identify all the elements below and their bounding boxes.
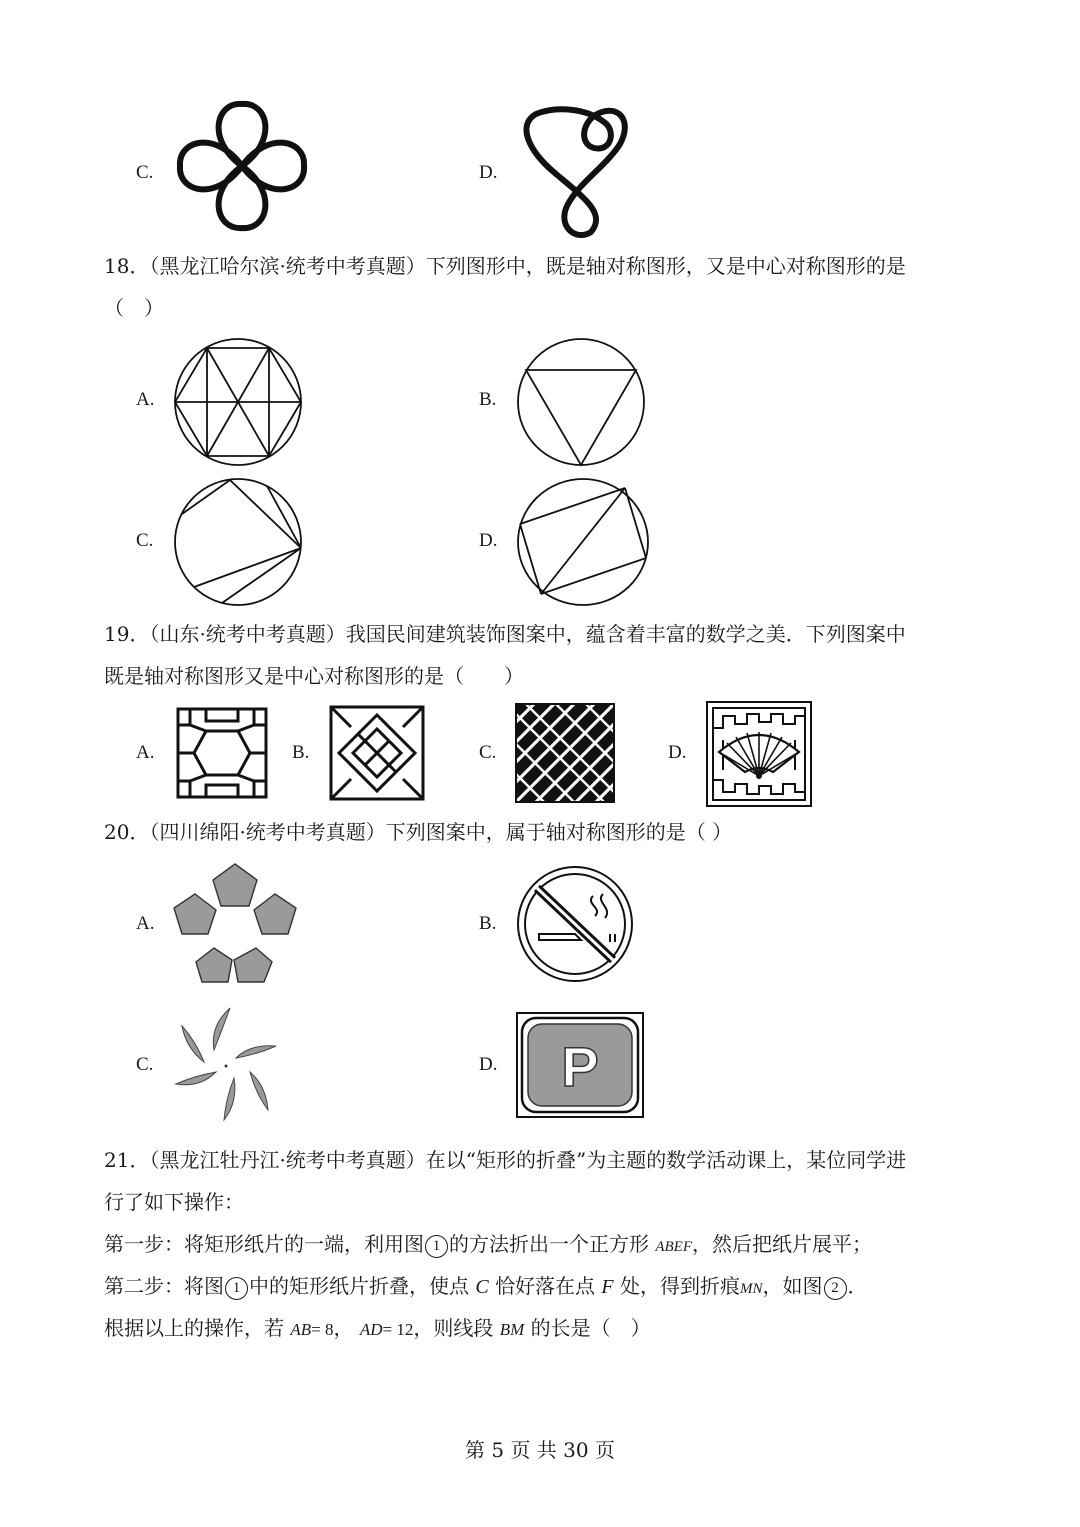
q21-step2-pre: 第二步：将图 xyxy=(104,1274,224,1298)
q21-line5-post: 的长是（ ） xyxy=(530,1316,651,1340)
q21-figure-2-marker: 2 xyxy=(824,1277,847,1300)
q20-question-text: 20．（四川绵阳·统考中考真题）下列图案中，属于轴对称图形的是（ ） xyxy=(104,820,733,844)
q21-square-abef: ABEF xyxy=(655,1239,693,1255)
q21-step1-post: ，然后把纸片展平； xyxy=(692,1232,873,1256)
q21-condition-line xyxy=(104,1314,651,1344)
q17-option-d-label: D. xyxy=(479,162,498,183)
q18-option-c-chords-circle-figure xyxy=(172,476,304,608)
q21-line5-mid: ，则线段 xyxy=(413,1316,494,1340)
q21-question-line2: 行了如下操作： xyxy=(104,1190,244,1214)
q21-ad-value: = 12 xyxy=(382,1320,414,1339)
q18-option-a-label: A. xyxy=(136,389,155,410)
q18-question-text: 18．（黑龙江哈尔滨·统考中考真题）下列图形中，既是轴对称图形，又是中心对称图形的是 xyxy=(104,254,906,278)
q21-line5-pre: 根据以上的操作，若 xyxy=(104,1316,284,1340)
q21-crease-mn: MN xyxy=(740,1281,763,1297)
q21-step1 xyxy=(104,1230,872,1261)
q20-option-d-parking-sign-figure xyxy=(516,1012,644,1118)
q19-option-a-hexagon-lattice-figure xyxy=(176,707,268,799)
q19-option-c-label: C. xyxy=(479,742,497,763)
q17-option-d-heart-loop-figure xyxy=(516,104,632,240)
q19-option-d-fan-lattice-figure xyxy=(705,700,813,808)
q17-option-c-label: C. xyxy=(136,162,154,183)
q18-option-a-hexagon-circle-figure xyxy=(172,336,304,468)
q21-figure-1-marker-step2: 1 xyxy=(225,1277,248,1300)
q19-question-line1: 19．（山东·统考中考真题）我国民间建筑装饰图案中，蕴含着丰富的数学之美．下列图案中 xyxy=(104,622,906,646)
q19-option-a-label: A. xyxy=(136,742,155,763)
q18-option-b-triangle-circle-figure xyxy=(515,336,647,468)
q20-option-c-label: C. xyxy=(136,1054,154,1075)
page-footer-number: 第 5 页 共 30 页 xyxy=(465,1438,615,1462)
q20-option-d-label: D. xyxy=(479,1054,498,1075)
q19-question-line2: 既是轴对称图形又是中心对称图形的是（ ） xyxy=(104,664,524,688)
q18-option-b-label: B. xyxy=(479,389,497,410)
q21-question-line1: 21．（黑龙江牡丹江·统考中考真题）在以“矩形的折叠”为主题的数学活动课上，某位同学进 xyxy=(104,1148,907,1172)
q21-step2-post: ． xyxy=(847,1274,868,1298)
q20-option-a-label: A. xyxy=(136,913,155,934)
q21-step1-pre: 第一步：将矩形纸片的一端，利用图 xyxy=(104,1232,424,1256)
q21-point-c: C xyxy=(475,1276,489,1298)
q17-option-c-four-loop-figure xyxy=(176,100,308,232)
q20-option-c-pinwheel-blades-figure xyxy=(172,1006,280,1122)
q18-option-d-label: D. xyxy=(479,530,498,551)
q19-option-b-diamond-knot-figure xyxy=(329,705,425,801)
q20-option-b-label: B. xyxy=(479,913,497,934)
q21-segment-bm: BM xyxy=(499,1320,525,1339)
q21-comma: ， xyxy=(333,1316,354,1340)
q20-option-a-five-pentagons-figure xyxy=(172,862,298,984)
q21-step1-mid: 的方法折出一个正方形 xyxy=(449,1232,649,1256)
q21-segment-ad: AD xyxy=(359,1320,383,1339)
q21-ab-value: = 8 xyxy=(311,1320,334,1339)
q21-step2-mid1: 中的矩形纸片折叠，使点 xyxy=(249,1274,469,1298)
q20-option-b-no-smoking-sign-figure xyxy=(515,864,635,984)
q18-answer-paren: （ ） xyxy=(104,296,164,320)
parking-sign-letter: P xyxy=(561,1035,599,1098)
q21-segment-ab: AB xyxy=(290,1320,312,1339)
q21-step2-mid4: ，如图 xyxy=(762,1274,823,1298)
q19-option-c-woven-lattice-figure xyxy=(515,703,615,803)
q21-point-f: F xyxy=(601,1276,614,1298)
q18-option-c-label: C. xyxy=(136,530,154,551)
q21-step2-mid2: 恰好落在点 xyxy=(495,1274,596,1298)
q19-option-d-label: D. xyxy=(668,742,687,763)
q21-step2 xyxy=(104,1272,868,1303)
q19-option-b-label: B. xyxy=(292,742,310,763)
q18-option-d-parallelogram-circle-figure xyxy=(515,476,651,608)
q21-figure-1-marker: 1 xyxy=(425,1235,448,1258)
q21-step2-mid3: 处，得到折痕 xyxy=(620,1274,740,1298)
